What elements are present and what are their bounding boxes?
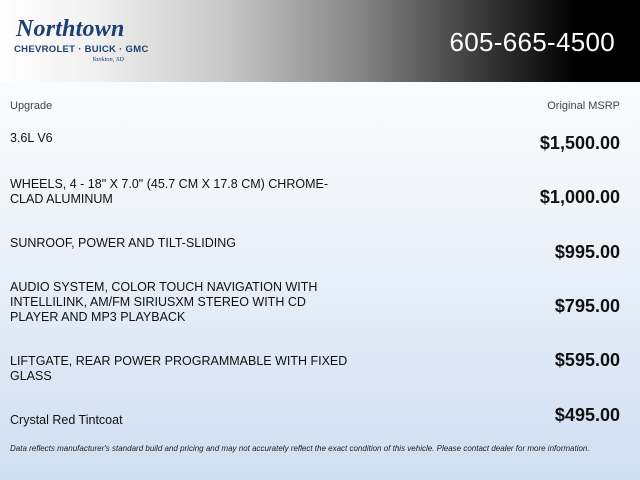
dealer-phone: 605-665-4500 [449,27,615,57]
column-header-upgrade: Upgrade [10,100,53,112]
logo-location: Yankton, SD [92,56,124,63]
upgrade-description: AUDIO SYSTEM, COLOR TOUCH NAVIGATION WITH INTELLILINK, AM/FM SIRIUSXM STEREO WITH CD PLAYER AND MP3 PLAYBACK [10,280,318,324]
upgrade-price: $795.00 [554,296,620,316]
upgrade-description: LIFTGATE, REAR POWER PROGRAMMABLE WITH FIXED GLASS [10,354,348,383]
column-header-msrp: Original MSRP [547,100,620,112]
upgrade-price: $995.00 [554,242,620,262]
upgrade-description: 3.6L V6 [10,131,53,145]
upgrade-price: $595.00 [554,350,620,370]
upgrade-price: $1,000.00 [539,187,620,207]
header-banner [0,0,640,82]
pricing-disclaimer: Data reflects manufacturer's standard build and pricing and may not accurately reflect the exact condition of this vehicle. Please contact dealer for more information. [10,444,590,453]
upgrade-description: SUNROOF, POWER AND TILT-SLIDING [10,236,236,250]
logo-brands: CHEVROLET · BUICK · GMC [14,44,149,55]
upgrade-description: Crystal Red Tintcoat [10,413,123,427]
upgrade-price: $1,500.00 [539,133,620,153]
upgrade-price: $495.00 [554,405,620,425]
upgrade-description: WHEELS, 4 - 18" X 7.0" (45.7 CM X 17.8 CM) CHROME-CLAD ALUMINUM [10,177,328,206]
logo-name: Northtown [16,16,125,42]
dealer-logo [12,16,149,66]
